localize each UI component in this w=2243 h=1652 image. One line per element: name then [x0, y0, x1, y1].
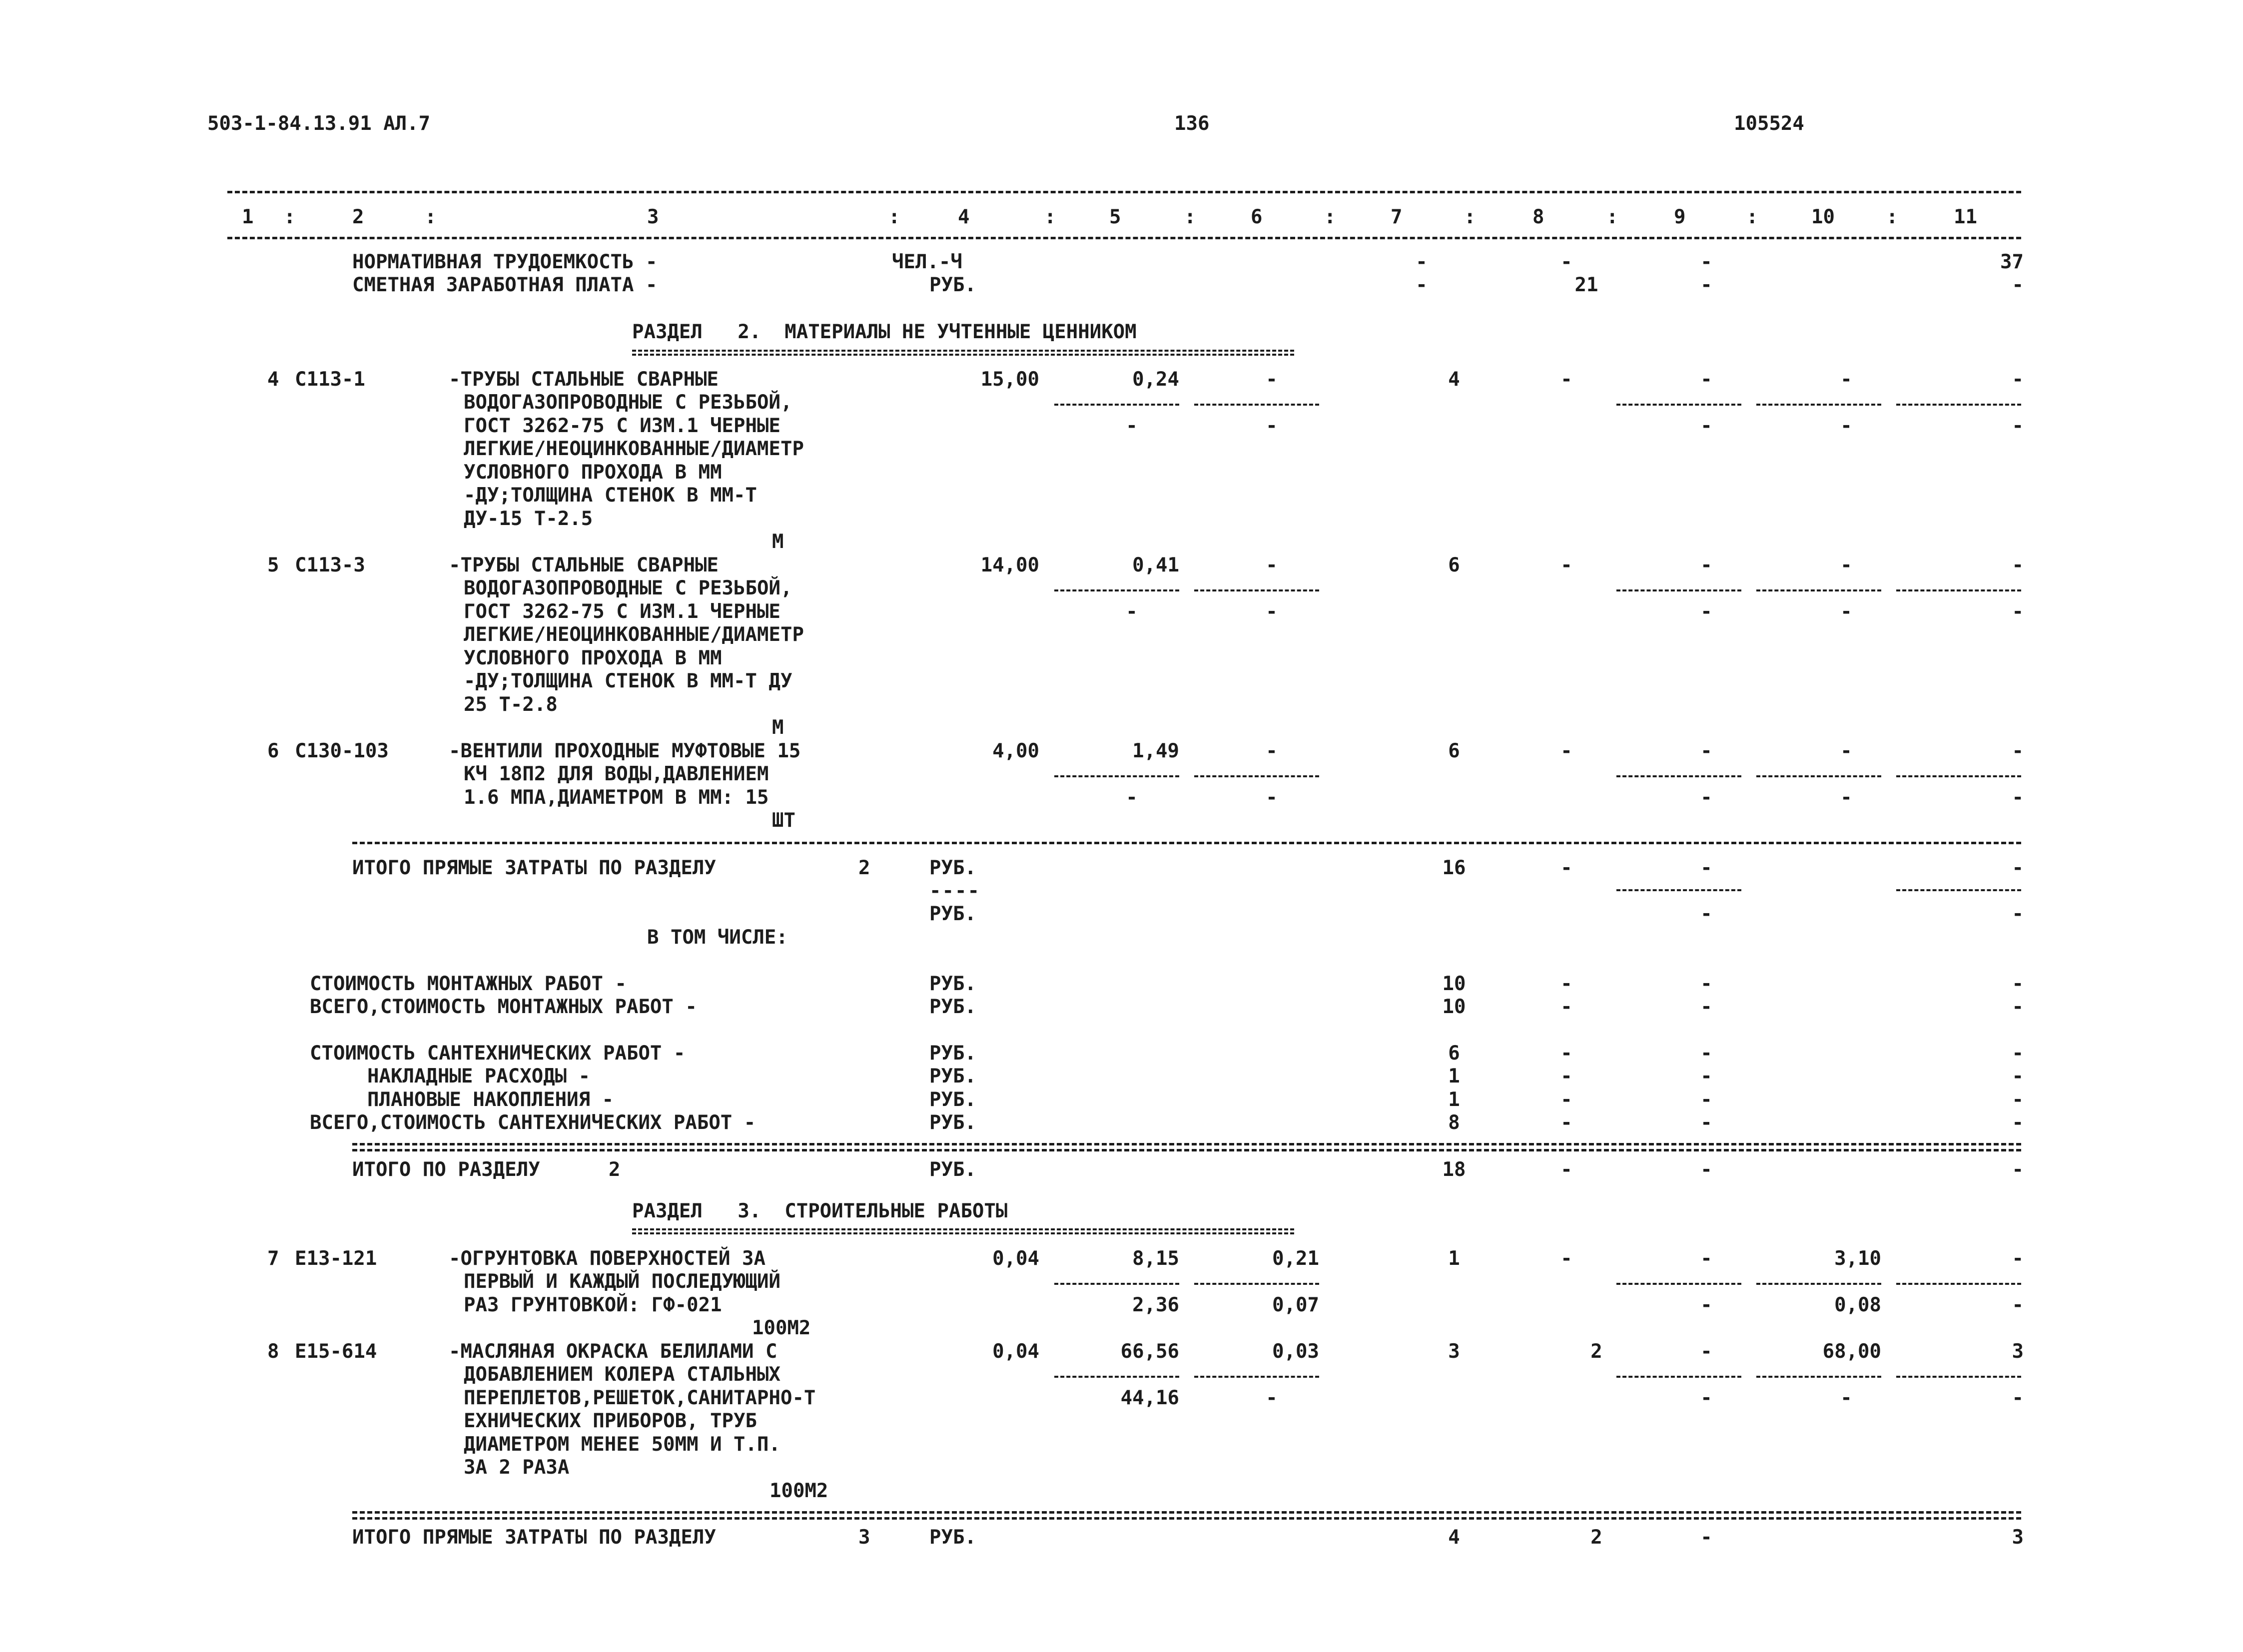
unit: РУБ.: [929, 1526, 976, 1549]
row-label: ПЛАНОВЫЕ НАКОПЛЕНИЯ -: [367, 1089, 614, 1111]
col-header-4: 4: [958, 206, 970, 228]
item-code: Е13-121: [295, 1247, 377, 1270]
cell-c9: -: [1700, 554, 1712, 576]
archive-number: 105524: [1734, 112, 1804, 135]
col-header-7: 7: [1391, 206, 1403, 228]
cell-c8: -: [1560, 1158, 1572, 1181]
cell-c5: 0,24: [1132, 368, 1179, 391]
cell-qty: 14,00: [980, 554, 1039, 576]
item-desc-line: ЗА 2 РАЗА: [464, 1456, 570, 1479]
cell-c6: -: [1266, 554, 1278, 576]
item-desc-line: -МАСЛЯНАЯ ОКРАСКА БЕЛИЛАМИ С: [449, 1340, 777, 1363]
item-desc-line: -ТРУБЫ СТАЛЬНЫЕ СВАРНЫЕ: [449, 554, 719, 576]
unit: РУБ.: [929, 1089, 976, 1111]
cell-rule: [1756, 589, 1881, 591]
cell-c11: -: [2012, 1089, 2024, 1111]
cell-sub-c5: -: [1126, 786, 1138, 809]
cell-rule: [1616, 404, 1741, 406]
cell-c8: -: [1560, 368, 1572, 391]
section-rule: [352, 1517, 2021, 1520]
item-desc-line: 1.6 МПА,ДИАМЕТРОМ В ММ: 15: [464, 786, 769, 809]
cell-qty: 4,00: [992, 740, 1039, 762]
cell-c8: -: [1560, 973, 1572, 995]
cell-sub-c10: -: [1840, 415, 1852, 437]
cell-sub-c11: -: [2012, 1294, 2024, 1316]
cell-c6: 0,21: [1272, 1247, 1319, 1270]
item-unit: М: [772, 716, 784, 739]
cell-qty: 15,00: [980, 368, 1039, 391]
section-3-title: РАЗДЕЛ 3. СТРОИТЕЛЬНЫЕ РАБОТЫ: [632, 1200, 1008, 1222]
cell-c11: -: [2012, 973, 2024, 995]
col-header-9: 9: [1674, 206, 1686, 228]
cell-sub-c5: -: [1126, 600, 1138, 623]
row-label: ВСЕГО,СТОИМОСТЬ САНТЕХНИЧЕСКИХ РАБОТ -: [310, 1111, 756, 1134]
cell-c11: -: [2012, 1247, 2024, 1270]
cell-c8: 2: [1590, 1340, 1602, 1363]
cell-rule: [1194, 1376, 1319, 1378]
cell-c11: -: [2012, 1158, 2024, 1181]
item-code: Е15-614: [295, 1340, 377, 1363]
cell-qty: 0,04: [992, 1340, 1039, 1363]
section-2-title: РАЗДЕЛ 2. МАТЕРИАЛЫ НЕ УЧТЕННЫЕ ЦЕННИКОМ: [632, 321, 1137, 343]
item-desc-line: 25 Т-2.8: [464, 693, 558, 716]
cell-sub-c10: -: [1840, 600, 1852, 623]
cell-rule: [1194, 1283, 1319, 1285]
col-separator: :: [1746, 206, 1758, 228]
cell-sub-c9: -: [1700, 786, 1712, 809]
cell-rule: [1616, 889, 1741, 891]
cell-c7: 18: [1442, 1158, 1466, 1181]
cell-c6: -: [1266, 740, 1278, 762]
cell-c11: -: [2012, 1065, 2024, 1088]
row-label: НАКЛАДНЫЕ РАСХОДЫ -: [367, 1065, 591, 1088]
row-label: ИТОГО ПО РАЗДЕЛУ: [352, 1158, 540, 1181]
cell-c8: -: [1560, 1089, 1572, 1111]
cell-rule: [1054, 404, 1179, 406]
cell-c11: 3: [2012, 1340, 2024, 1363]
item-number: 5: [267, 554, 279, 576]
cell-c7: 8: [1448, 1111, 1460, 1134]
cell-c11: -: [2012, 996, 2024, 1018]
cell-rule: [1756, 775, 1881, 777]
cell-sub-c11: -: [2012, 415, 2024, 437]
cell-sub-c6: -: [1266, 415, 1278, 437]
cell-c7: 10: [1442, 973, 1466, 995]
cell-c9: -: [1700, 1340, 1712, 1363]
col-header-5: 5: [1109, 206, 1121, 228]
cell-c7: 6: [1448, 554, 1460, 576]
section-number: 2: [609, 1158, 621, 1181]
cell-c11: -: [2012, 554, 2024, 576]
cell-rule: [1616, 1283, 1741, 1285]
col-header-11: 11: [1954, 206, 1977, 228]
cell-rule: [1054, 1283, 1179, 1285]
cell-rule: [1194, 775, 1319, 777]
item-desc-line: ГОСТ 3262-75 С ИЗМ.1 ЧЕРНЫЕ: [464, 600, 780, 623]
item-desc-line: -ДУ;ТОЛЩИНА СТЕНОК В ММ-Т ДУ: [464, 670, 792, 692]
cell-c9: -: [1700, 251, 1712, 273]
cell-c6: -: [1266, 368, 1278, 391]
cell-c8: -: [1560, 1065, 1572, 1088]
unit: РУБ.: [929, 903, 976, 925]
cell-c9: -: [1700, 996, 1712, 1018]
row-label: СТОИМОСТЬ МОНТАЖНЫХ РАБОТ -: [310, 973, 627, 995]
unit: РУБ.: [929, 1042, 976, 1065]
col-header-6: 6: [1251, 206, 1263, 228]
cell-sub-c9: -: [1700, 1387, 1712, 1409]
cell-sub-c10: -: [1840, 1387, 1852, 1409]
item-desc-line: -ВЕНТИЛИ ПРОХОДНЫЕ МУФТОВЫЕ 15: [449, 740, 801, 762]
item-desc-line: ЛЕГКИЕ/НЕОЦИНКОВАННЫЕ/ДИАМЕТР: [464, 623, 804, 646]
item-desc-line: -ДУ;ТОЛЩИНА СТЕНОК В ММ-Т: [464, 484, 757, 507]
item-desc-line: ПЕРВЫЙ И КАЖДЫЙ ПОСЛЕДУЮЩИЙ: [464, 1270, 780, 1293]
section-3-title-underline: [632, 1228, 1294, 1234]
cell-rule: [1054, 1376, 1179, 1378]
col-separator: :: [284, 206, 296, 228]
item-desc-line: РАЗ ГРУНТОВКОЙ: ГФ-021: [464, 1294, 722, 1316]
row-label: ИТОГО ПРЯМЫЕ ЗАТРАТЫ ПО РАЗДЕЛУ: [352, 857, 716, 879]
cell-c11: 3: [2012, 1526, 2024, 1549]
item-unit: М: [772, 531, 784, 553]
cell-c7: 4: [1448, 368, 1460, 391]
col-header-3: 3: [647, 206, 659, 228]
cell-sub-c6: -: [1266, 600, 1278, 623]
cell-sub-c11: -: [2012, 1387, 2024, 1409]
cell-c8: -: [1560, 251, 1572, 273]
cell-c7: -: [1416, 251, 1428, 273]
cell-sub-c11: -: [2012, 786, 2024, 809]
cell-sub-c9: -: [1700, 1294, 1712, 1316]
cell-sub-c10: -: [1840, 786, 1852, 809]
cell-c9: -: [1700, 1158, 1712, 1181]
section-rule: [352, 842, 2021, 844]
unit: РУБ.: [929, 996, 976, 1018]
cell-c9: -: [1700, 740, 1712, 762]
col-separator: :: [1464, 206, 1476, 228]
cell-c8: -: [1560, 996, 1572, 1018]
cell-c8: -: [1560, 1111, 1572, 1134]
col-separator: :: [425, 206, 437, 228]
item-desc-line: КЧ 18П2 ДЛЯ ВОДЫ,ДАВЛЕНИЕМ: [464, 763, 769, 785]
unit: РУБ.: [929, 274, 976, 296]
cell-c7: 3: [1448, 1340, 1460, 1363]
cell-c11: 37: [2000, 251, 2024, 273]
item-code: С113-1: [295, 368, 365, 391]
table-top-rule: [227, 191, 2021, 193]
section-rule: [352, 1143, 2021, 1145]
cell-c5: 66,56: [1120, 1340, 1179, 1363]
header-bottom-rule: [227, 237, 2021, 239]
cell-sub-c11: -: [2012, 903, 2024, 925]
cell-c7: 1: [1448, 1089, 1460, 1111]
item-unit: 100М2: [769, 1480, 828, 1502]
item-desc-line: ДИАМЕТРОМ МЕНЕЕ 50ММ И Т.П.: [464, 1433, 780, 1456]
col-separator: :: [1184, 206, 1196, 228]
cell-c9: -: [1700, 1089, 1712, 1111]
item-desc-line: ВОДОГАЗОПРОВОДНЫЕ С РЕЗЬБОЙ,: [464, 391, 792, 414]
page-number: 136: [1174, 112, 1210, 135]
section-2-title-underline: [632, 350, 1294, 356]
col-header-2: 2: [352, 206, 364, 228]
cell-sub-c6: -: [1266, 1387, 1278, 1409]
item-desc-line: -ТРУБЫ СТАЛЬНЫЕ СВАРНЫЕ: [449, 368, 719, 391]
item-number: 8: [267, 1340, 279, 1363]
row-label: ИТОГО ПРЯМЫЕ ЗАТРАТЫ ПО РАЗДЕЛУ: [352, 1526, 716, 1549]
cell-c8: -: [1560, 740, 1572, 762]
cell-rule: [1194, 404, 1319, 406]
cell-sub-c11: -: [2012, 600, 2024, 623]
section-rule: [352, 1511, 2021, 1514]
cell-rule: [1616, 775, 1741, 777]
item-desc-line: ДОБАВЛЕНИЕМ КОЛЕРА СТАЛЬНЫХ: [464, 1363, 780, 1386]
unit: ЧЕЛ.-Ч: [892, 251, 962, 273]
cell-rule: [1616, 589, 1741, 591]
cell-c8: -: [1560, 857, 1572, 879]
cell-c9: -: [1700, 857, 1712, 879]
cell-sub-c9: -: [1700, 415, 1712, 437]
cell-rule: [1054, 589, 1179, 591]
cell-c8: -: [1560, 1042, 1572, 1065]
cell-c8: -: [1560, 1247, 1572, 1270]
item-desc-line: ЕХНИЧЕСКИХ ПРИБОРОВ, ТРУБ: [464, 1410, 757, 1432]
cell-sub-c5: 2,36: [1132, 1294, 1179, 1316]
cell-c11: -: [2012, 1111, 2024, 1134]
cell-rule: [1896, 589, 2021, 591]
cell-c7: 16: [1442, 857, 1466, 879]
cell-rule: [1616, 1376, 1741, 1378]
cell-c9: -: [1700, 1247, 1712, 1270]
section-rule: [352, 1149, 2021, 1151]
cell-c8: 21: [1574, 274, 1598, 296]
col-separator: :: [1886, 206, 1898, 228]
col-header-8: 8: [1532, 206, 1544, 228]
cell-c6: 0,03: [1272, 1340, 1319, 1363]
cell-c5: 0,41: [1132, 554, 1179, 576]
item-code: С113-3: [295, 554, 365, 576]
including-label: В ТОМ ЧИСЛЕ:: [647, 926, 788, 949]
row-label: НОРМАТИВНАЯ ТРУДОЕМКОСТЬ -: [352, 251, 658, 273]
document-code: 503-1-84.13.91 АЛ.7: [207, 112, 431, 135]
item-number: 4: [267, 368, 279, 391]
cell-c10: -: [1840, 554, 1852, 576]
cell-rule: [1054, 775, 1179, 777]
col-separator: :: [1606, 206, 1618, 228]
cell-rule: [1756, 404, 1881, 406]
cell-c7: -: [1416, 274, 1428, 296]
cell-rule: [1896, 889, 2021, 891]
cell-c7: 10: [1442, 996, 1466, 1018]
unit: РУБ.: [929, 1111, 976, 1134]
cell-sub-c10: 0,08: [1834, 1294, 1881, 1316]
cell-c7: 1: [1448, 1247, 1460, 1270]
row-label: ВСЕГО,СТОИМОСТЬ МОНТАЖНЫХ РАБОТ -: [310, 996, 697, 1018]
item-desc-line: УСЛОВНОГО ПРОХОДА В ММ: [464, 647, 722, 669]
cell-c11: -: [2012, 740, 2024, 762]
cell-c7: 4: [1448, 1526, 1460, 1549]
cell-sub-c6: 0,07: [1272, 1294, 1319, 1316]
col-separator: :: [1044, 206, 1056, 228]
col-header-10: 10: [1811, 206, 1835, 228]
cell-c9: -: [1700, 274, 1712, 296]
cell-c5: 1,49: [1132, 740, 1179, 762]
cell-c9: -: [1700, 1065, 1712, 1088]
unit: РУБ.: [929, 857, 976, 879]
item-desc-line: ДУ-15 Т-2.5: [464, 508, 593, 530]
cell-rule: [1756, 1376, 1881, 1378]
cell-c7: 6: [1448, 1042, 1460, 1065]
item-unit: ШТ: [772, 809, 795, 832]
item-number: 7: [267, 1247, 279, 1270]
cell-sub-c5: -: [1126, 415, 1138, 437]
row-label: СТОИМОСТЬ САНТЕХНИЧЕСКИХ РАБОТ -: [310, 1042, 686, 1065]
cell-c10: 3,10: [1834, 1247, 1881, 1270]
unit: РУБ.: [929, 973, 976, 995]
cell-c9: -: [1700, 1526, 1712, 1549]
item-desc-line: ЛЕГКИЕ/НЕОЦИНКОВАННЫЕ/ДИАМЕТР: [464, 438, 804, 460]
cell-c10: 68,00: [1822, 1340, 1881, 1363]
item-desc-line: ПЕРЕПЛЕТОВ,РЕШЕТОК,САНИТАРНО-Т: [464, 1387, 816, 1409]
cell-c9: -: [1700, 1111, 1712, 1134]
col-header-1: 1: [242, 206, 254, 228]
cell-c11: -: [2012, 274, 2024, 296]
cell-rule: [1896, 775, 2021, 777]
cell-qty: 0,04: [992, 1247, 1039, 1270]
cell-c7: 1: [1448, 1065, 1460, 1088]
unit-dashes: ----: [929, 880, 980, 902]
cell-c8: 2: [1590, 1526, 1602, 1549]
cell-sub-c9: -: [1700, 903, 1712, 925]
cell-sub-c9: -: [1700, 600, 1712, 623]
col-separator: :: [1324, 206, 1336, 228]
cell-c11: -: [2012, 857, 2024, 879]
row-label: СМЕТНАЯ ЗАРАБОТНАЯ ПЛАТА -: [352, 274, 658, 296]
item-desc-line: УСЛОВНОГО ПРОХОДА В ММ: [464, 461, 722, 484]
cell-rule: [1896, 404, 2021, 406]
cell-c10: -: [1840, 740, 1852, 762]
cell-c9: -: [1700, 1042, 1712, 1065]
cell-rule: [1756, 1283, 1881, 1285]
item-code: С130-103: [295, 740, 389, 762]
item-desc-line: -ОГРУНТОВКА ПОВЕРХНОСТЕЙ ЗА: [449, 1247, 765, 1270]
section-number: 2: [858, 857, 870, 879]
cell-c8: -: [1560, 554, 1572, 576]
cell-sub-c6: -: [1266, 786, 1278, 809]
unit: РУБ.: [929, 1065, 976, 1088]
item-desc-line: ГОСТ 3262-75 С ИЗМ.1 ЧЕРНЫЕ: [464, 415, 780, 437]
item-unit: 100М2: [752, 1317, 811, 1339]
item-number: 6: [267, 740, 279, 762]
unit: РУБ.: [929, 1158, 976, 1181]
cell-rule: [1896, 1376, 2021, 1378]
cell-c10: -: [1840, 368, 1852, 391]
col-separator: :: [888, 206, 900, 228]
cell-sub-c5: 44,16: [1120, 1387, 1179, 1409]
item-desc-line: ВОДОГАЗОПРОВОДНЫЕ С РЕЗЬБОЙ,: [464, 577, 792, 599]
cell-c11: -: [2012, 368, 2024, 391]
cell-c9: -: [1700, 368, 1712, 391]
section-number: 3: [858, 1526, 870, 1549]
cell-c5: 8,15: [1132, 1247, 1179, 1270]
cell-c11: -: [2012, 1042, 2024, 1065]
cell-c9: -: [1700, 973, 1712, 995]
cell-c7: 6: [1448, 740, 1460, 762]
cell-rule: [1896, 1283, 2021, 1285]
cell-rule: [1194, 589, 1319, 591]
